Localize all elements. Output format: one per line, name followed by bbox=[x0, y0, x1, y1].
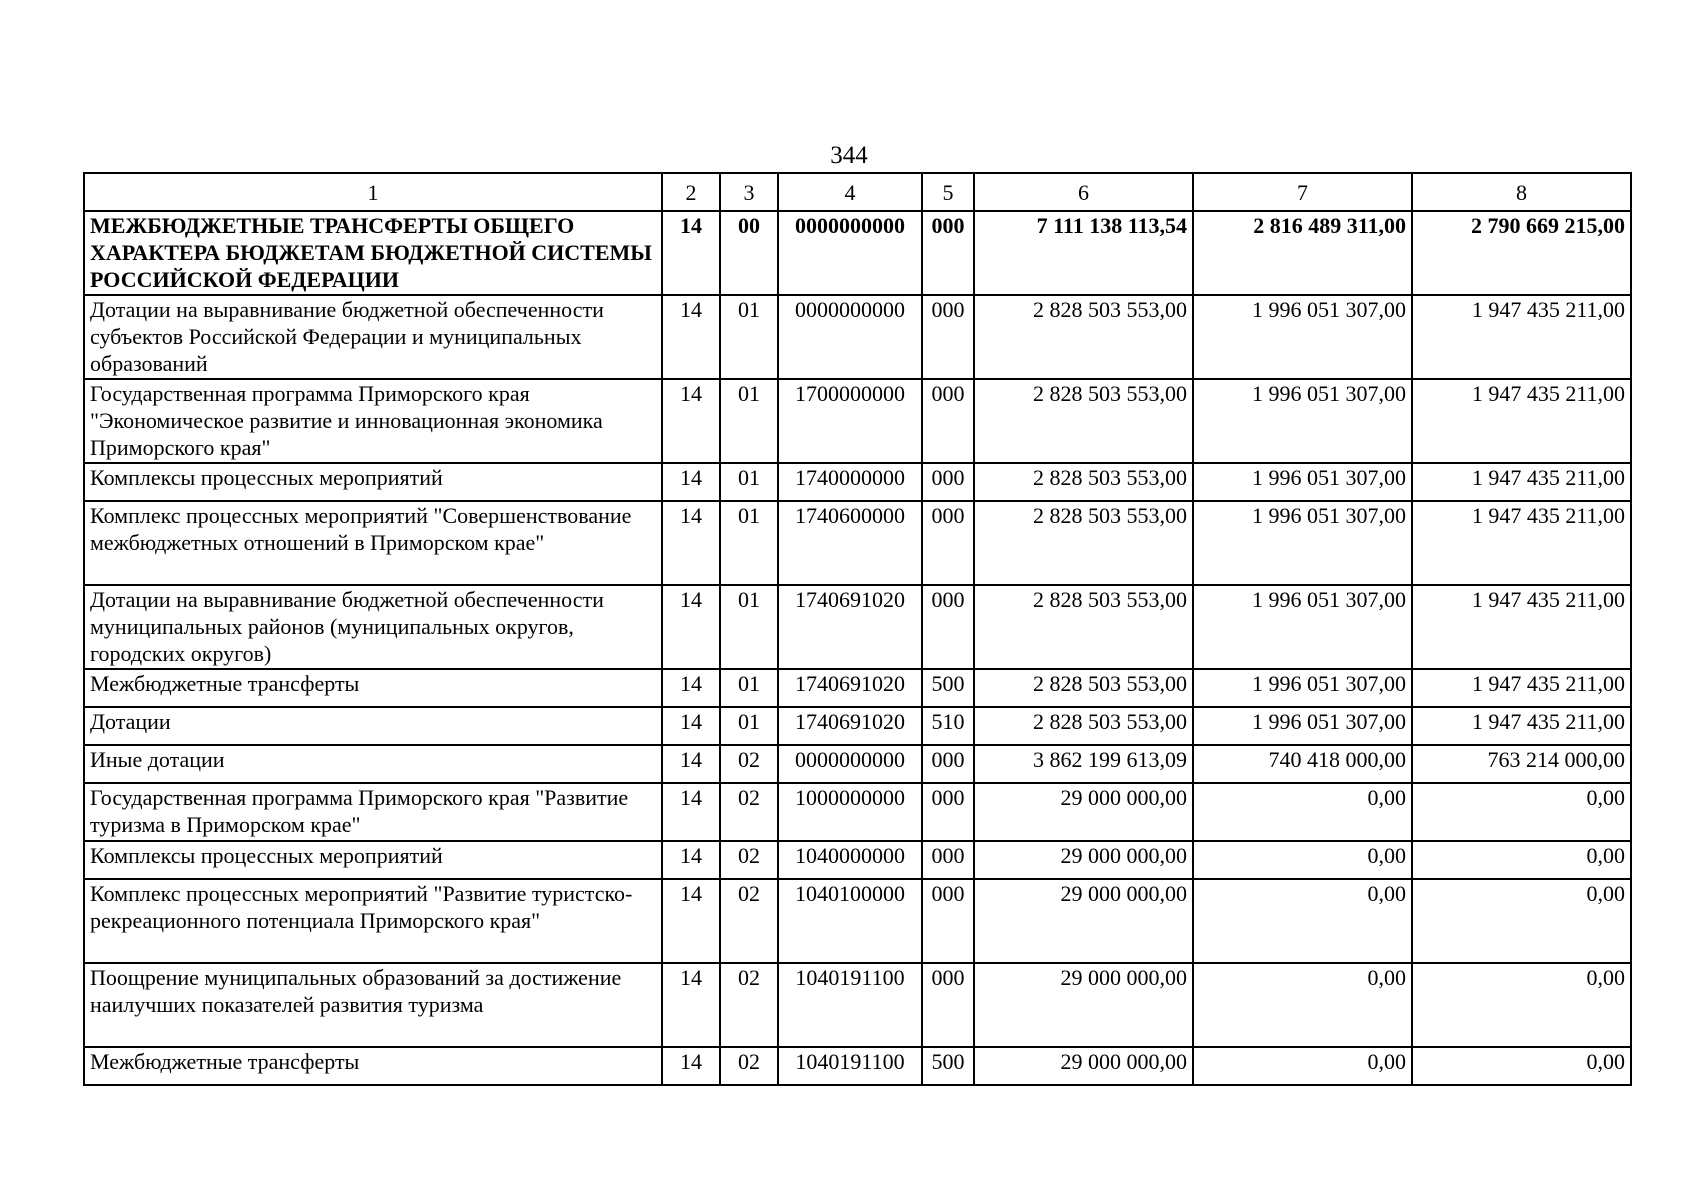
budget-table bbox=[83, 172, 1632, 1086]
target-item-code-cell: 1700000000 bbox=[778, 379, 922, 463]
amount-col6-cell: 2 828 503 553,00 bbox=[974, 463, 1193, 501]
amount-col7-cell: 1 996 051 307,00 bbox=[1193, 585, 1412, 669]
amount-col7-cell: 0,00 bbox=[1193, 841, 1412, 879]
section-code-cell: 14 bbox=[662, 379, 720, 463]
amount-col8-cell: 1 947 435 211,00 bbox=[1412, 707, 1631, 745]
column-header: 3 bbox=[720, 173, 778, 211]
header-row bbox=[84, 173, 1631, 211]
amount-col8-cell: 2 790 669 215,00 bbox=[1412, 211, 1631, 295]
amount-col7-cell: 1 996 051 307,00 bbox=[1193, 707, 1412, 745]
amount-col6-cell: 29 000 000,00 bbox=[974, 841, 1193, 879]
row-name-cell: Межбюджетные трансферты bbox=[84, 1047, 662, 1085]
row-name-cell: Комплексы процессных мероприятий bbox=[84, 463, 662, 501]
row-name-cell: Иные дотации bbox=[84, 745, 662, 783]
amount-col6-cell: 2 828 503 553,00 bbox=[974, 501, 1193, 585]
amount-col8-cell: 1 947 435 211,00 bbox=[1412, 669, 1631, 707]
amount-col8-cell: 763 214 000,00 bbox=[1412, 745, 1631, 783]
target-item-code-cell: 1740691020 bbox=[778, 707, 922, 745]
amount-col8-cell: 1 947 435 211,00 bbox=[1412, 463, 1631, 501]
amount-col7-cell: 0,00 bbox=[1193, 879, 1412, 963]
table-row bbox=[84, 783, 1631, 841]
amount-col8-cell: 1 947 435 211,00 bbox=[1412, 295, 1631, 379]
amount-col7-cell: 2 816 489 311,00 bbox=[1193, 211, 1412, 295]
subsection-code-cell: 02 bbox=[720, 745, 778, 783]
target-item-code-cell: 1040000000 bbox=[778, 841, 922, 879]
subsection-code-cell: 02 bbox=[720, 783, 778, 841]
section-code-cell: 14 bbox=[662, 783, 720, 841]
amount-col7-cell: 1 996 051 307,00 bbox=[1193, 463, 1412, 501]
amount-col6-cell: 29 000 000,00 bbox=[974, 783, 1193, 841]
subsection-code-cell: 02 bbox=[720, 841, 778, 879]
target-item-code-cell: 1740691020 bbox=[778, 669, 922, 707]
row-name-cell: Комплексы процессных мероприятий bbox=[84, 841, 662, 879]
target-item-code-cell: 0000000000 bbox=[778, 211, 922, 295]
amount-col6-cell: 3 862 199 613,09 bbox=[974, 745, 1193, 783]
table-row bbox=[84, 707, 1631, 745]
section-code-cell: 14 bbox=[662, 841, 720, 879]
amount-col8-cell: 1 947 435 211,00 bbox=[1412, 379, 1631, 463]
target-item-code-cell: 0000000000 bbox=[778, 295, 922, 379]
target-item-code-cell: 1040191100 bbox=[778, 1047, 922, 1085]
expense-type-code-cell: 000 bbox=[922, 879, 974, 963]
table-row bbox=[84, 463, 1631, 501]
column-header: 8 bbox=[1412, 173, 1631, 211]
row-name-cell: Поощрение муниципальных образований за достижение наилучших показателей развития туризма bbox=[84, 963, 662, 1047]
amount-col6-cell: 29 000 000,00 bbox=[974, 1047, 1193, 1085]
row-name-cell: Комплекс процессных мероприятий "Совершенствование межбюджетных отношений в Приморском крае" bbox=[84, 501, 662, 585]
section-code-cell: 14 bbox=[662, 463, 720, 501]
expense-type-code-cell: 000 bbox=[922, 211, 974, 295]
column-header: 5 bbox=[922, 173, 974, 211]
subsection-code-cell: 00 bbox=[720, 211, 778, 295]
amount-col7-cell: 1 996 051 307,00 bbox=[1193, 669, 1412, 707]
expense-type-code-cell: 000 bbox=[922, 501, 974, 585]
column-header: 7 bbox=[1193, 173, 1412, 211]
table-body bbox=[84, 211, 1631, 1085]
amount-col6-cell: 2 828 503 553,00 bbox=[974, 585, 1193, 669]
expense-type-code-cell: 000 bbox=[922, 745, 974, 783]
amount-col7-cell: 0,00 bbox=[1193, 963, 1412, 1047]
row-name-cell: Государственная программа Приморского края "Экономическое развитие и инновационная экономика Приморского края" bbox=[84, 379, 662, 463]
section-code-cell: 14 bbox=[662, 707, 720, 745]
expense-type-code-cell: 000 bbox=[922, 379, 974, 463]
subsection-code-cell: 01 bbox=[720, 501, 778, 585]
row-name-cell: Дотации bbox=[84, 707, 662, 745]
amount-col7-cell: 1 996 051 307,00 bbox=[1193, 379, 1412, 463]
row-name-cell: Комплекс процессных мероприятий "Развитие туристско-рекреационного потенциала Приморского края" bbox=[84, 879, 662, 963]
amount-col6-cell: 2 828 503 553,00 bbox=[974, 707, 1193, 745]
section-code-cell: 14 bbox=[662, 963, 720, 1047]
table-row bbox=[84, 501, 1631, 585]
table-row bbox=[84, 669, 1631, 707]
amount-col7-cell: 0,00 bbox=[1193, 1047, 1412, 1085]
subsection-code-cell: 02 bbox=[720, 1047, 778, 1085]
column-header: 4 bbox=[778, 173, 922, 211]
expense-type-code-cell: 000 bbox=[922, 463, 974, 501]
amount-col7-cell: 0,00 bbox=[1193, 783, 1412, 841]
subsection-code-cell: 02 bbox=[720, 879, 778, 963]
table-row bbox=[84, 963, 1631, 1047]
amount-col7-cell: 1 996 051 307,00 bbox=[1193, 501, 1412, 585]
table-row bbox=[84, 879, 1631, 963]
amount-col6-cell: 2 828 503 553,00 bbox=[974, 669, 1193, 707]
amount-col6-cell: 2 828 503 553,00 bbox=[974, 295, 1193, 379]
target-item-code-cell: 1040100000 bbox=[778, 879, 922, 963]
expense-type-code-cell: 000 bbox=[922, 783, 974, 841]
amount-col7-cell: 740 418 000,00 bbox=[1193, 745, 1412, 783]
table-row bbox=[84, 841, 1631, 879]
table-row bbox=[84, 295, 1631, 379]
target-item-code-cell: 1740600000 bbox=[778, 501, 922, 585]
amount-col6-cell: 2 828 503 553,00 bbox=[974, 379, 1193, 463]
amount-col8-cell: 0,00 bbox=[1412, 963, 1631, 1047]
table-row bbox=[84, 211, 1631, 295]
expense-type-code-cell: 000 bbox=[922, 963, 974, 1047]
subsection-code-cell: 01 bbox=[720, 669, 778, 707]
table-row bbox=[84, 745, 1631, 783]
section-code-cell: 14 bbox=[662, 1047, 720, 1085]
section-code-cell: 14 bbox=[662, 669, 720, 707]
subsection-code-cell: 01 bbox=[720, 295, 778, 379]
subsection-code-cell: 01 bbox=[720, 463, 778, 501]
section-code-cell: 14 bbox=[662, 501, 720, 585]
row-name-cell: МЕЖБЮДЖЕТНЫЕ ТРАНСФЕРТЫ ОБЩЕГО ХАРАКТЕРА БЮДЖЕТАМ БЮДЖЕТНОЙ СИСТЕМЫ РОССИЙСКОЙ ФЕДЕРАЦИИ bbox=[84, 211, 662, 295]
expense-type-code-cell: 000 bbox=[922, 841, 974, 879]
table-row bbox=[84, 1047, 1631, 1085]
expense-type-code-cell: 500 bbox=[922, 1047, 974, 1085]
target-item-code-cell: 1740000000 bbox=[778, 463, 922, 501]
subsection-code-cell: 01 bbox=[720, 585, 778, 669]
amount-col8-cell: 1 947 435 211,00 bbox=[1412, 585, 1631, 669]
table-row bbox=[84, 379, 1631, 463]
subsection-code-cell: 02 bbox=[720, 963, 778, 1047]
table-row bbox=[84, 585, 1631, 669]
target-item-code-cell: 1040191100 bbox=[778, 963, 922, 1047]
amount-col8-cell: 1 947 435 211,00 bbox=[1412, 501, 1631, 585]
section-code-cell: 14 bbox=[662, 295, 720, 379]
page-number: 344 bbox=[830, 142, 868, 169]
section-code-cell: 14 bbox=[662, 585, 720, 669]
expense-type-code-cell: 000 bbox=[922, 295, 974, 379]
column-header: 2 bbox=[662, 173, 720, 211]
amount-col8-cell: 0,00 bbox=[1412, 1047, 1631, 1085]
column-header: 1 bbox=[84, 173, 662, 211]
subsection-code-cell: 01 bbox=[720, 379, 778, 463]
amount-col6-cell: 29 000 000,00 bbox=[974, 879, 1193, 963]
amount-col6-cell: 29 000 000,00 bbox=[974, 963, 1193, 1047]
subsection-code-cell: 01 bbox=[720, 707, 778, 745]
target-item-code-cell: 0000000000 bbox=[778, 745, 922, 783]
row-name-cell: Государственная программа Приморского края "Развитие туризма в Приморском крае" bbox=[84, 783, 662, 841]
target-item-code-cell: 1000000000 bbox=[778, 783, 922, 841]
amount-col8-cell: 0,00 bbox=[1412, 879, 1631, 963]
expense-type-code-cell: 510 bbox=[922, 707, 974, 745]
amount-col6-cell: 7 111 138 113,54 bbox=[974, 211, 1193, 295]
row-name-cell: Дотации на выравнивание бюджетной обеспеченности субъектов Российской Федерации и муниципальных образований bbox=[84, 295, 662, 379]
section-code-cell: 14 bbox=[662, 879, 720, 963]
expense-type-code-cell: 000 bbox=[922, 585, 974, 669]
section-code-cell: 14 bbox=[662, 745, 720, 783]
amount-col7-cell: 1 996 051 307,00 bbox=[1193, 295, 1412, 379]
amount-col8-cell: 0,00 bbox=[1412, 841, 1631, 879]
row-name-cell: Дотации на выравнивание бюджетной обеспеченности муниципальных районов (муниципальных округов, городских округов) bbox=[84, 585, 662, 669]
target-item-code-cell: 1740691020 bbox=[778, 585, 922, 669]
row-name-cell: Межбюджетные трансферты bbox=[84, 669, 662, 707]
amount-col8-cell: 0,00 bbox=[1412, 783, 1631, 841]
expense-type-code-cell: 500 bbox=[922, 669, 974, 707]
section-code-cell: 14 bbox=[662, 211, 720, 295]
column-header: 6 bbox=[974, 173, 1193, 211]
